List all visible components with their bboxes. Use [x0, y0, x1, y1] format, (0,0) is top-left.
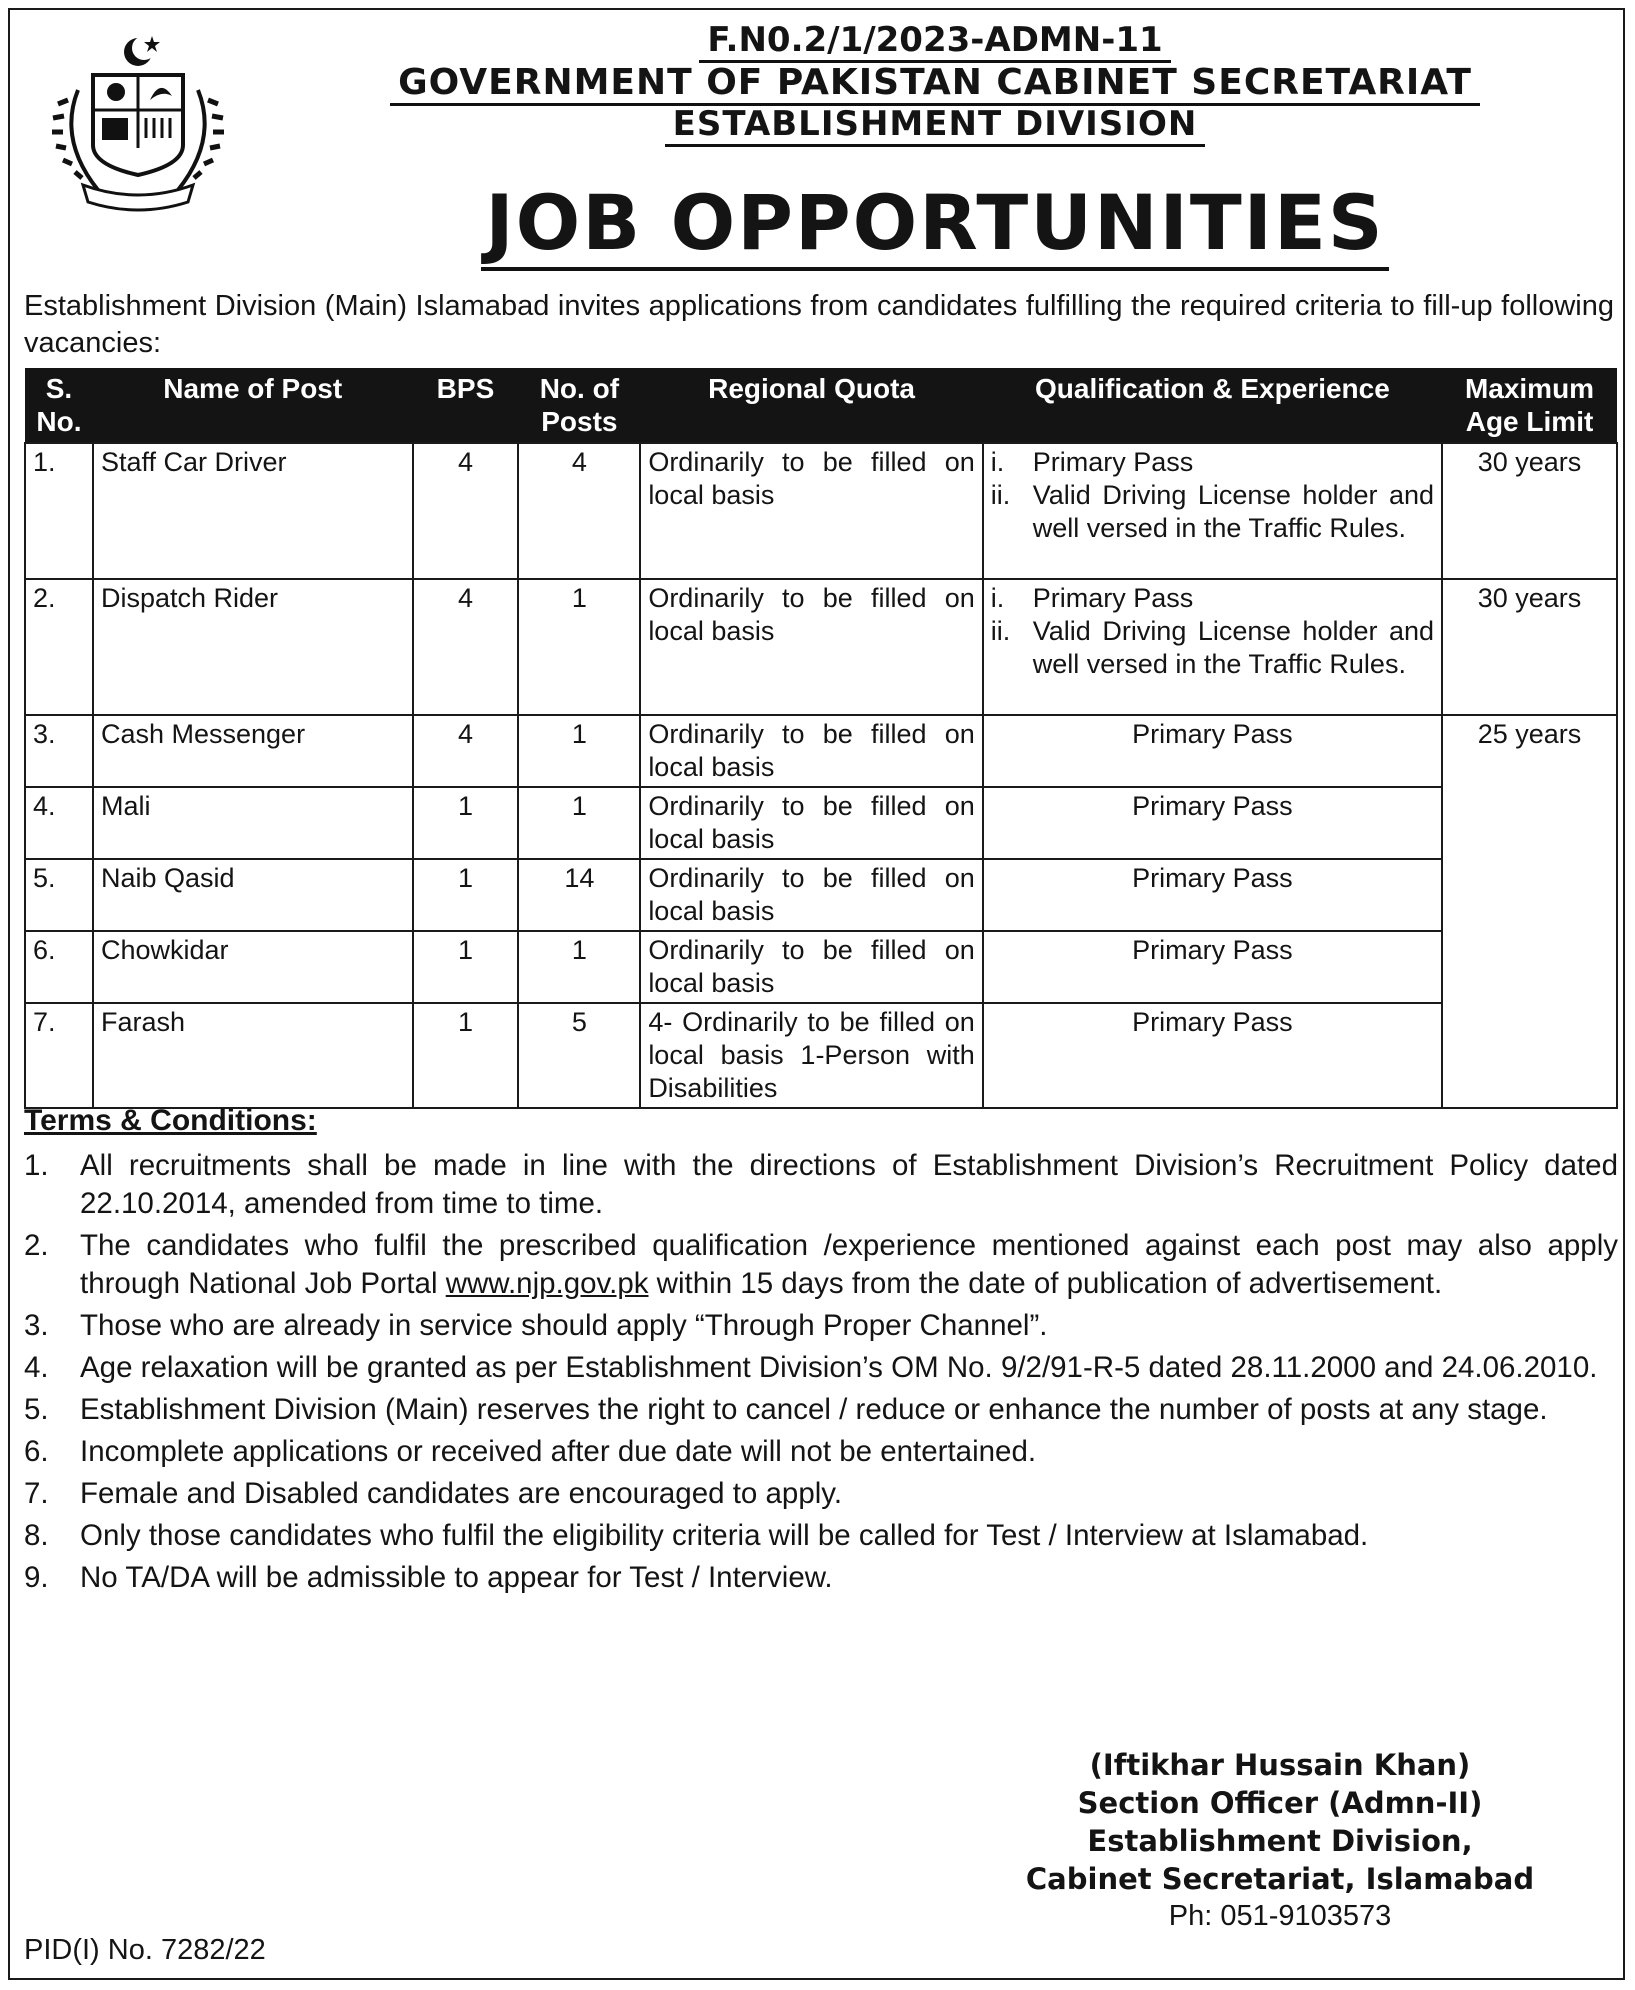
- column-header-sno: S. No.: [25, 368, 93, 443]
- term-number: 5.: [24, 1393, 49, 1426]
- cell-age: 30 years: [1442, 579, 1617, 715]
- qualification-text: Valid Driving License holder and well versed in the Traffic Rules.: [1032, 480, 1435, 543]
- cell-qualification: Primary Pass: [983, 1003, 1442, 1108]
- pid-number: PID(I) No. 7282/22: [24, 1934, 266, 1966]
- qualification-text: Valid Driving License holder and well versed in the Traffic Rules.: [1032, 616, 1435, 679]
- cell-posts: 5: [518, 1003, 640, 1108]
- term-number: 1.: [24, 1149, 49, 1182]
- division-heading: ESTABLISHMENT DIVISION: [300, 104, 1570, 144]
- term-number: 4.: [24, 1351, 49, 1384]
- vacancies-table: [24, 368, 1618, 1109]
- qualification-text: Primary Pass: [1032, 583, 1194, 613]
- list-item: [24, 1147, 1618, 1223]
- term-text: Establishment Division (Main) reserves the right to cancel / reduce or enhance the number of posts at any stage.: [80, 1393, 1548, 1426]
- signatory-name: (Iftikhar Hussain Khan): [1089, 1748, 1471, 1782]
- file-number: F.N0.2/1/2023-ADMN-11: [300, 20, 1570, 60]
- term-text: No TA/DA will be admissible to appear for Test / Interview.: [80, 1561, 833, 1594]
- term-text: Age relaxation will be granted as per Establishment Division’s OM No. 9/2/91-R-5 dated 28.11.2000 and 24.06.2010.: [80, 1351, 1598, 1384]
- term-number: 9.: [24, 1561, 49, 1594]
- cell-sno: 6.: [25, 931, 93, 1003]
- signatory-location: Cabinet Secretariat, Islamabad: [1025, 1862, 1535, 1896]
- cell-post: Mali: [93, 787, 413, 859]
- signatory-office: Establishment Division,: [1087, 1824, 1473, 1858]
- term-text: Those who are already in service should apply “Through Proper Channel”.: [80, 1309, 1048, 1342]
- cell-posts: 1: [518, 715, 640, 787]
- list-item: [24, 1517, 1618, 1555]
- cell-post: Dispatch Rider: [93, 579, 413, 715]
- term-text: within 15 days from the date of publication of advertisement.: [648, 1267, 1443, 1300]
- njp-portal-link[interactable]: www.njp.gov.pk: [445, 1267, 649, 1300]
- qualification-number: i.: [990, 583, 1005, 613]
- qualification-item: [991, 615, 1434, 681]
- page-title: JOB OPPORTUNITIES: [300, 178, 1570, 267]
- table-row: [25, 1003, 1617, 1108]
- cell-bps: 4: [413, 579, 519, 715]
- term-text: Incomplete applications or received after due date will not be entertained.: [80, 1435, 1037, 1468]
- cell-sno: 7.: [25, 1003, 93, 1108]
- terms-heading: Terms & Conditions:: [24, 1104, 317, 1137]
- cell-age: 30 years: [1442, 443, 1617, 579]
- term-number: 6.: [24, 1435, 49, 1468]
- table-row: [25, 579, 1617, 715]
- cell-quota: 4- Ordinarily to be filled on local basis 1-Person with Disabilities: [640, 1003, 982, 1108]
- cell-bps: 1: [413, 787, 519, 859]
- cell-sno: 3.: [25, 715, 93, 787]
- qualification-text: Primary Pass: [1032, 447, 1194, 477]
- term-number: 3.: [24, 1309, 49, 1342]
- list-item: [24, 1475, 1618, 1513]
- signatory-phone: Ph: 051-9103573: [1168, 1900, 1392, 1932]
- term-number: 8.: [24, 1519, 49, 1552]
- list-item: [24, 1349, 1618, 1387]
- government-heading: GOVERNMENT OF PAKISTAN CABINET SECRETARIAT: [300, 62, 1570, 103]
- cell-posts: 1: [518, 787, 640, 859]
- column-header-post: Name of Post: [93, 368, 413, 443]
- cell-bps: 1: [413, 931, 519, 1003]
- cell-sno: 2.: [25, 579, 93, 715]
- cell-posts: 4: [518, 443, 640, 579]
- column-header-qualification: Qualification & Experience: [983, 368, 1442, 443]
- list-item: [24, 1307, 1618, 1345]
- cell-quota: Ordinarily to be filled on local basis: [640, 859, 982, 931]
- column-header-age: Maximum Age Limit: [1442, 368, 1617, 443]
- qualification-number: i.: [990, 447, 1005, 477]
- cell-bps: 4: [413, 715, 519, 787]
- table-row: [25, 931, 1617, 1003]
- column-header-posts: No. of Posts: [518, 368, 640, 443]
- cell-posts: 14: [518, 859, 640, 931]
- cell-quota: Ordinarily to be filled on local basis: [640, 715, 982, 787]
- list-item: [24, 1559, 1618, 1597]
- term-text: Only those candidates who fulfil the eligibility criteria will be called for Test / Interview at Islamabad.: [80, 1519, 1369, 1552]
- cell-sno: 4.: [25, 787, 93, 859]
- intro-paragraph: Establishment Division (Main) Islamabad invites applications from candidates fulfilling the required criteria to fill-up following vacancies:: [24, 290, 1614, 359]
- cell-bps: 1: [413, 859, 519, 931]
- cell-post: Cash Messenger: [93, 715, 413, 787]
- table-row: [25, 715, 1617, 787]
- qualification-item: [991, 446, 1434, 479]
- cell-post: Farash: [93, 1003, 413, 1108]
- cell-quota: Ordinarily to be filled on local basis: [640, 931, 982, 1003]
- cell-qualification: [983, 579, 1442, 715]
- cell-post: Staff Car Driver: [93, 443, 413, 579]
- pakistan-state-emblem-icon: [38, 30, 238, 215]
- qualification-number: ii.: [990, 480, 1011, 510]
- cell-sno: 1.: [25, 443, 93, 579]
- table-header-row: [25, 368, 1617, 443]
- term-number: 2.: [24, 1229, 49, 1262]
- term-text: Female and Disabled candidates are encouraged to apply.: [80, 1477, 843, 1510]
- column-header-bps: BPS: [413, 368, 519, 443]
- terms-list: [24, 1147, 1618, 1601]
- column-header-quota: Regional Quota: [640, 368, 982, 443]
- cell-bps: 4: [413, 443, 519, 579]
- cell-qualification: Primary Pass: [983, 715, 1442, 787]
- cell-post: Naib Qasid: [93, 859, 413, 931]
- cell-qualification: [983, 443, 1442, 579]
- table-row: [25, 859, 1617, 931]
- cell-posts: 1: [518, 931, 640, 1003]
- list-item: [24, 1391, 1618, 1429]
- cell-qualification: Primary Pass: [983, 787, 1442, 859]
- cell-quota: Ordinarily to be filled on local basis: [640, 443, 982, 579]
- cell-qualification: Primary Pass: [983, 931, 1442, 1003]
- cell-sno: 5.: [25, 859, 93, 931]
- cell-quota: Ordinarily to be filled on local basis: [640, 579, 982, 715]
- table-row: [25, 443, 1617, 579]
- cell-qualification: Primary Pass: [983, 859, 1442, 931]
- cell-posts: 1: [518, 579, 640, 715]
- qualification-item: [991, 479, 1434, 545]
- cell-quota: Ordinarily to be filled on local basis: [640, 787, 982, 859]
- list-item: [24, 1227, 1618, 1303]
- cell-age: 25 years: [1442, 715, 1617, 1108]
- table-row: [25, 787, 1617, 859]
- term-text: All recruitments shall be made in line with the directions of Establishment Division’s Recruitment Policy dated 22.10.2014, amended from time to time.: [80, 1149, 1618, 1220]
- qualification-number: ii.: [990, 616, 1011, 646]
- signatory-designation: Section Officer (Admn-II): [1077, 1786, 1483, 1820]
- cell-bps: 1: [413, 1003, 519, 1108]
- qualification-item: [991, 582, 1434, 615]
- term-text: The candidates who fulfil the prescribed qualification /experience mentioned against each post may also apply through National Job Portal: [80, 1229, 1618, 1300]
- cell-post: Chowkidar: [93, 931, 413, 1003]
- term-number: 7.: [24, 1477, 49, 1510]
- list-item: [24, 1433, 1618, 1471]
